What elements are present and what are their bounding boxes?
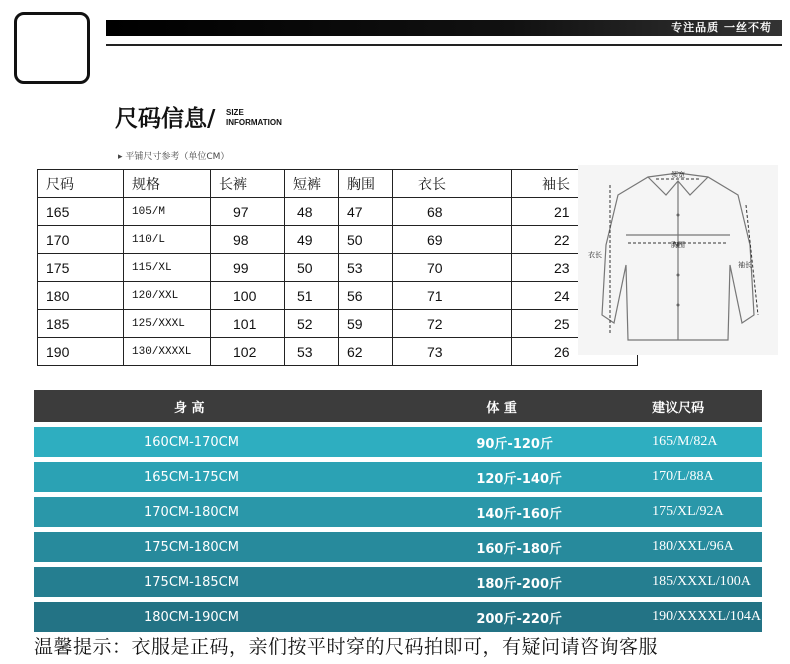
ref-row <box>34 462 762 492</box>
table-row <box>38 338 638 366</box>
table-cell: 68 <box>393 198 512 226</box>
table-cell: 170 <box>38 226 124 254</box>
table-cell: 73 <box>393 338 512 366</box>
ref-height: 160CM-170CM <box>34 427 336 457</box>
ref-header-size: 建议尺码 <box>632 390 762 422</box>
ref-row <box>34 532 762 562</box>
table-cell: 120/XXL <box>124 282 211 310</box>
table-cell: 26 <box>512 338 638 366</box>
ref-weight: 120斤-140斤 <box>336 462 632 492</box>
table-cell: 56 <box>339 282 393 310</box>
table-cell: 190 <box>38 338 124 366</box>
table-row <box>38 198 638 226</box>
table-cell: 180 <box>38 282 124 310</box>
ref-size: 190/XXXXL/104A <box>632 602 762 632</box>
table-cell: 24 <box>512 282 638 310</box>
header-cell: 袖长 <box>512 170 638 198</box>
ref-weight: 200斤-220斤 <box>336 602 632 632</box>
table-cell: 130/XXXXL <box>124 338 211 366</box>
ref-row <box>34 567 762 597</box>
header-cell: 短裤 <box>285 170 339 198</box>
table-cell: 53 <box>339 254 393 282</box>
size-table <box>37 169 638 366</box>
table-cell: 100 <box>211 282 285 310</box>
table-cell: 175 <box>38 254 124 282</box>
header-divider <box>106 44 782 46</box>
table-cell: 52 <box>285 310 339 338</box>
header-cell: 衣长 <box>393 170 512 198</box>
shirt-diagram <box>578 165 778 355</box>
section-title: 尺码信息/ <box>115 106 216 132</box>
table-cell: 53 <box>285 338 339 366</box>
size-table-header <box>38 170 638 198</box>
recommendation-table <box>34 385 762 637</box>
table-row <box>38 226 638 254</box>
ref-height: 165CM-175CM <box>34 462 336 492</box>
table-cell: 23 <box>512 254 638 282</box>
table-row <box>38 310 638 338</box>
sleeve-label: 袖长 <box>738 261 752 269</box>
table-cell: 69 <box>393 226 512 254</box>
table-cell: 110/L <box>124 226 211 254</box>
ref-weight: 140斤-160斤 <box>336 497 632 527</box>
ref-height: 175CM-185CM <box>34 567 336 597</box>
length-label: 衣长 <box>588 251 602 259</box>
table-cell: 51 <box>285 282 339 310</box>
table-cell: 71 <box>393 282 512 310</box>
table-cell: 105/M <box>124 198 211 226</box>
chest-label: 胸围 <box>671 241 685 249</box>
table-cell: 115/XL <box>124 254 211 282</box>
ref-header-height: 身 高 <box>34 390 336 422</box>
ref-row <box>34 427 762 457</box>
ref-height: 170CM-180CM <box>34 497 336 527</box>
table-row <box>38 282 638 310</box>
table-cell: 101 <box>211 310 285 338</box>
table-cell: 70 <box>393 254 512 282</box>
table-cell: 97 <box>211 198 285 226</box>
ref-size: 175/XL/92A <box>632 497 762 527</box>
ref-size: 165/M/82A <box>632 427 762 457</box>
ref-size: 180/XXL/96A <box>632 532 762 562</box>
ref-height: 175CM-180CM <box>34 532 336 562</box>
table-cell: 102 <box>211 338 285 366</box>
ref-weight: 160斤-180斤 <box>336 532 632 562</box>
table-cell: 185 <box>38 310 124 338</box>
ref-size: 185/XXXL/100A <box>632 567 762 597</box>
header-cell: 长裤 <box>211 170 285 198</box>
table-cell: 25 <box>512 310 638 338</box>
ref-weight: 90斤-120斤 <box>336 427 632 457</box>
table-cell: 59 <box>339 310 393 338</box>
header-slogan: 专注品质 一丝不苟 <box>671 21 772 34</box>
title-en-line1: SIZE <box>226 108 244 117</box>
table-cell: 21 <box>512 198 638 226</box>
header-cell: 规格 <box>124 170 211 198</box>
footer-tip: 温馨提示：衣服是正码，亲们按平时穿的尺码拍即可，有疑问请咨询客服 <box>34 636 659 658</box>
neck-label: 领宽 <box>671 171 685 179</box>
shirt-illustration <box>578 165 778 355</box>
table-cell: 62 <box>339 338 393 366</box>
table-cell: 50 <box>339 226 393 254</box>
table-cell: 99 <box>211 254 285 282</box>
table-cell: 125/XXXL <box>124 310 211 338</box>
table-cell: 47 <box>339 198 393 226</box>
ref-weight: 180斤-200斤 <box>336 567 632 597</box>
section-title-en <box>226 108 282 128</box>
ref-height: 180CM-190CM <box>34 602 336 632</box>
ref-row <box>34 602 762 632</box>
title-en-line2: INFORMATION <box>226 118 282 127</box>
header-cell: 尺码 <box>38 170 124 198</box>
ref-header-weight: 体 重 <box>336 390 632 422</box>
ref-row <box>34 497 762 527</box>
table-cell: 50 <box>285 254 339 282</box>
table-cell: 48 <box>285 198 339 226</box>
table-cell: 98 <box>211 226 285 254</box>
table-cell: 165 <box>38 198 124 226</box>
table-cell: 49 <box>285 226 339 254</box>
table-cell: 72 <box>393 310 512 338</box>
header-cell: 胸围 <box>339 170 393 198</box>
logo-placeholder <box>14 12 90 84</box>
ref-size: 170/L/88A <box>632 462 762 492</box>
measure-note: ▸ 平铺尺寸参考（单位CM） <box>118 152 230 162</box>
table-row <box>38 254 638 282</box>
ref-table-header <box>34 390 762 422</box>
table-cell: 22 <box>512 226 638 254</box>
